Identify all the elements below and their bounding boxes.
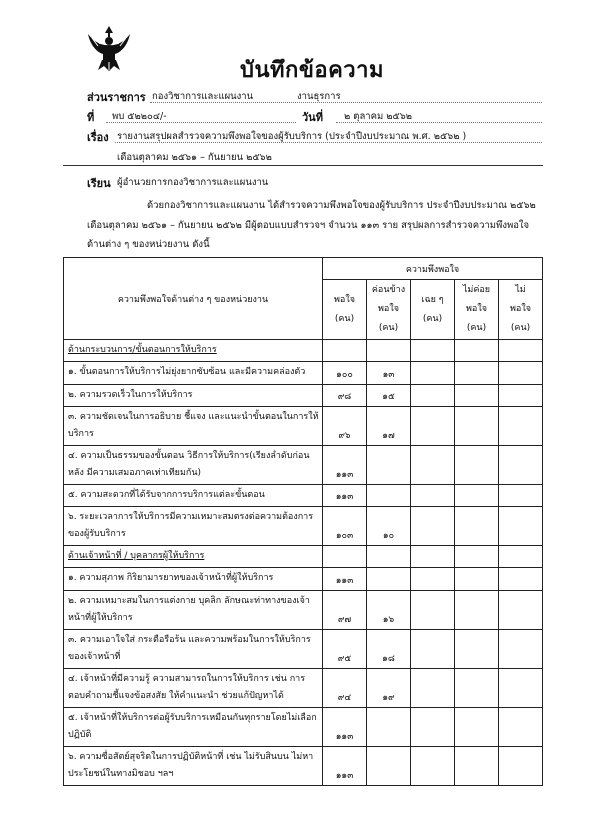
satisfaction-table — [63, 257, 543, 786]
count-somewhat-unsatisfied — [455, 446, 499, 485]
date-value: ๒ ตุลาคม ๒๕๖๒ — [344, 111, 412, 122]
section-heading: ด้านกระบวนการ/ขั้นตอนการให้บริการ — [64, 340, 323, 362]
satisfaction-group-header: ความพึงพอใจ — [323, 258, 543, 280]
count-satisfied: ๙๗ — [323, 591, 367, 630]
count-unsatisfied — [499, 669, 543, 708]
count-somewhat-unsatisfied — [455, 485, 499, 507]
table-row — [64, 568, 543, 591]
count-fairly-satisfied: ๑๙ — [367, 669, 411, 708]
table-row — [64, 362, 543, 385]
body-line-3: ด้านต่าง ๆ ของหน่วยงาน ดังนี้ — [87, 239, 210, 250]
count-fairly-satisfied — [367, 708, 411, 747]
count-fairly-satisfied: ๑๖ — [367, 591, 411, 630]
column-header-neutral: เฉย ๆ (คน) — [411, 280, 455, 340]
criterion-text: ๔. ความเป็นธรรมของขั้นตอน วิธีการให้บริการ(เรียงลำดับก่อนหลัง มีความเสมอภาคเท่าเทียมกัน) — [64, 446, 323, 485]
criterion-text: ๖. ความซื่อสัตย์สุจริตในการปฏิบัติหน้าที่ เช่น ไม่รับสินบน ไม่หาประโยชน์ในทางมิชอบ ฯลฯ — [64, 747, 323, 786]
count-unsatisfied — [499, 485, 543, 507]
count-satisfied: ๙๕ — [323, 630, 367, 669]
table-row — [64, 591, 543, 630]
count-unsatisfied — [499, 747, 543, 786]
count-somewhat-unsatisfied — [455, 708, 499, 747]
subject-line-1: รายงานสรุปผลสำรวจความพึงพอใจของผู้รับบริการ (ประจำปีงบประมาณ พ.ศ. ๒๕๖๒ ) — [117, 131, 467, 142]
date-label: วันที่ — [302, 111, 323, 124]
count-neutral — [411, 669, 455, 708]
count-somewhat-unsatisfied — [455, 630, 499, 669]
agency-dotted-line — [150, 102, 542, 103]
count-satisfied: ๑๑๓ — [323, 485, 367, 507]
to-value: ผู้อำนวยการกองวิชาการและแผนงาน — [117, 177, 269, 188]
count-somewhat-unsatisfied — [455, 407, 499, 446]
count-neutral — [411, 568, 455, 591]
item-column-header: ความพึงพอใจด้านต่าง ๆ ของหน่วยงาน — [64, 258, 323, 340]
table-row — [64, 446, 543, 485]
criterion-text: ๒. ความรวดเร็วในการให้บริการ — [64, 385, 323, 407]
table-row — [64, 407, 543, 446]
criterion-text: ๖. ระยะเวลาการให้บริการมีความเหมาะสมตรงต่อความต้องการของผู้รับบริการ — [64, 507, 323, 546]
empty-cell — [367, 546, 411, 568]
count-fairly-satisfied: ๑๐ — [367, 507, 411, 546]
count-neutral — [411, 747, 455, 786]
empty-cell — [499, 340, 543, 362]
ref-value: พบ ๕๒๒๐๔/- — [112, 111, 167, 122]
count-fairly-satisfied — [367, 485, 411, 507]
count-satisfied: ๑๑๓ — [323, 747, 367, 786]
count-neutral — [411, 485, 455, 507]
garuda-emblem-icon — [86, 24, 132, 72]
count-fairly-satisfied: ๑๗ — [367, 407, 411, 446]
empty-cell — [323, 546, 367, 568]
section-heading: ด้านเจ้าหน้าที่ / บุคลากรผู้ให้บริการ — [64, 546, 323, 568]
count-satisfied: ๙๖ — [323, 407, 367, 446]
count-neutral — [411, 385, 455, 407]
empty-cell — [323, 340, 367, 362]
count-satisfied: ๙๔ — [323, 669, 367, 708]
subject-label: เรื่อง — [87, 131, 109, 144]
count-satisfied: ๑๑๓ — [323, 568, 367, 591]
empty-cell — [367, 340, 411, 362]
count-fairly-satisfied — [367, 747, 411, 786]
count-neutral — [411, 630, 455, 669]
column-header-unsatisfied: ไม่ พอใจ (คน) — [499, 280, 543, 340]
criterion-text: ๑. ขั้นตอนการให้บริการไม่ยุ่งยากซับซ้อน และมีความคล่องตัว — [64, 362, 323, 385]
count-neutral — [411, 507, 455, 546]
agency-label: ส่วนราชการ — [87, 91, 146, 104]
document-title: บันทึกข้อความ — [240, 58, 385, 83]
count-unsatisfied — [499, 446, 543, 485]
empty-cell — [455, 340, 499, 362]
criterion-text: ๑. ความสุภาพ กิริยามารยาทของเจ้าหน้าที่ผู้ให้บริการ — [64, 568, 323, 591]
criterion-text: ๒. ความเหมาะสมในการแต่งกาย บุคลิก ลักษณะท่าทางของเจ้าหน้าที่ผู้ให้บริการ — [64, 591, 323, 630]
header-divider — [63, 165, 543, 166]
count-fairly-satisfied — [367, 568, 411, 591]
empty-cell — [455, 546, 499, 568]
count-satisfied: ๑๐๐ — [323, 362, 367, 385]
body-line-2: เดือนตุลาคม ๒๕๖๑ – กันยายน ๒๕๖๒ มีผู้ตอบแบบสำรวจฯ จำนวน ๑๑๓ ราย สรุปผลการสำรวจความพึงพอใจ — [87, 220, 530, 231]
count-fairly-satisfied: ๑๓ — [367, 362, 411, 385]
count-unsatisfied — [499, 407, 543, 446]
empty-cell — [411, 546, 455, 568]
criterion-text: ๕. ความสะดวกที่ได้รับจากการบริการแต่ละขั้นตอน — [64, 485, 323, 507]
agency-unit: งานธุรการ — [297, 91, 341, 102]
column-header-fairly-satisfied: ค่อนข้าง พอใจ (คน) — [367, 280, 411, 340]
count-satisfied: ๙๘ — [323, 385, 367, 407]
count-somewhat-unsatisfied — [455, 507, 499, 546]
table-row — [64, 630, 543, 669]
count-unsatisfied — [499, 591, 543, 630]
count-somewhat-unsatisfied — [455, 568, 499, 591]
count-somewhat-unsatisfied — [455, 591, 499, 630]
count-neutral — [411, 708, 455, 747]
count-somewhat-unsatisfied — [455, 669, 499, 708]
subject-dotted-line — [115, 142, 542, 143]
table-row — [64, 485, 543, 507]
subject-line-2: เดือนตุลาคม ๒๕๖๑ – กันยายน ๒๕๖๒ — [117, 152, 272, 163]
count-unsatisfied — [499, 568, 543, 591]
criterion-text: ๓. ความเอาใจใส่ กระตือรือร้น และความพร้อมในการให้บริการของเจ้าหน้าที่ — [64, 630, 323, 669]
agency-value: กองวิชาการและแผนงาน — [152, 91, 254, 102]
empty-cell — [499, 546, 543, 568]
column-header-satisfied: พอใจ (คน) — [323, 280, 367, 340]
count-somewhat-unsatisfied — [455, 747, 499, 786]
count-unsatisfied — [499, 507, 543, 546]
count-somewhat-unsatisfied — [455, 362, 499, 385]
count-satisfied: ๑๑๓ — [323, 708, 367, 747]
count-fairly-satisfied: ๑๘ — [367, 630, 411, 669]
count-neutral — [411, 407, 455, 446]
body-line-1: ด้วยกองวิชาการและแผนงาน ได้สำรวจความพึงพอใจของผู้รับบริการ ประจำปีงบประมาณ ๒๕๖๒ — [147, 200, 536, 211]
table-row — [64, 747, 543, 786]
ref-label: ที่ — [87, 111, 95, 124]
count-fairly-satisfied — [367, 446, 411, 485]
count-unsatisfied — [499, 385, 543, 407]
to-label: เรียน — [87, 177, 111, 190]
criterion-text: ๓. ความชัดเจนในการอธิบาย ชี้แจง และแนะนำขั้นตอนในการให้บริการ — [64, 407, 323, 446]
table-row — [64, 507, 543, 546]
count-neutral — [411, 362, 455, 385]
ref-dotted-line — [106, 122, 296, 123]
count-somewhat-unsatisfied — [455, 385, 499, 407]
criterion-text: ๕. เจ้าหน้าที่ให้บริการต่อผู้รับบริการเหมือนกันทุกรายโดยไม่เลือกปฏิบัติ — [64, 708, 323, 747]
count-unsatisfied — [499, 630, 543, 669]
count-unsatisfied — [499, 362, 543, 385]
count-unsatisfied — [499, 708, 543, 747]
table-row — [64, 669, 543, 708]
empty-cell — [411, 340, 455, 362]
table-row — [64, 708, 543, 747]
count-satisfied: ๑๑๓ — [323, 446, 367, 485]
criterion-text: ๔. เจ้าหน้าที่มีความรู้ ความสามารถในการให้บริการ เช่น การตอบคำถามชี้แจงข้อสงสัย ให้คำแนะนำ ช่วยแก้ปัญหาได้ — [64, 669, 323, 708]
table-row — [64, 385, 543, 407]
column-header-somewhat-unsatisfied: ไม่ค่อย พอใจ (คน) — [455, 280, 499, 340]
count-satisfied: ๑๐๓ — [323, 507, 367, 546]
date-dotted-line — [336, 122, 542, 123]
count-fairly-satisfied: ๑๕ — [367, 385, 411, 407]
count-neutral — [411, 591, 455, 630]
count-neutral — [411, 446, 455, 485]
